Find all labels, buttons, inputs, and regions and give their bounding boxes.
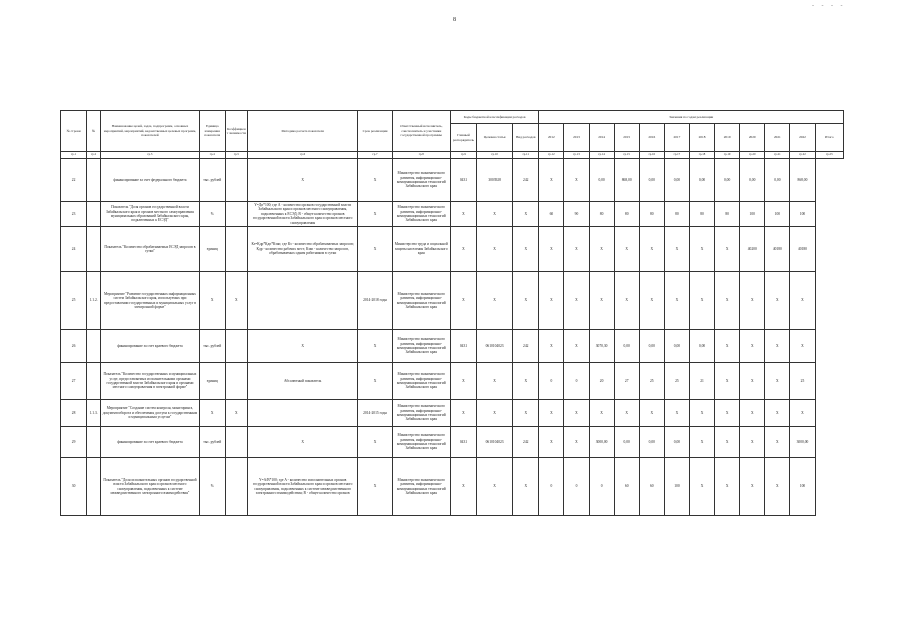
column-index: гр.13	[564, 152, 589, 159]
row-year-value: Х	[539, 159, 564, 202]
row-year-value: Х	[664, 272, 689, 330]
header-executor: Ответственный исполнитель, соисполнитель и участники государственной программы	[392, 111, 450, 152]
row-year-value: Х	[564, 159, 589, 202]
row-name: Показатель "Количество обрабатываемых ЕСЭД запросов в сутки"	[101, 227, 199, 272]
row-year-value: Х	[740, 458, 765, 516]
column-index: гр.2	[87, 152, 101, 159]
row-unit: Х	[199, 400, 225, 427]
row-item-number: 1.1.2.	[87, 272, 101, 330]
row-year-value: 0,00	[664, 159, 689, 202]
column-index: гр.8	[392, 152, 450, 159]
row-year-value: 40200	[740, 227, 765, 272]
row-executor: Министерство труда и социальной защиты населения Забайкальского края	[392, 227, 450, 272]
row-item-number	[87, 458, 101, 516]
row-year-value: Х	[564, 330, 589, 363]
row-year-value: Х	[564, 227, 589, 272]
row-year-value: Х	[639, 400, 664, 427]
row-coefficient	[225, 202, 247, 227]
header-num: №	[87, 111, 101, 152]
row-budget-main: 0431	[450, 330, 476, 363]
row-name: Показатель "Доля органов государственной власти Забайкальского края и органов местного самоуправления муниципальных образований Забайкальского края, подключенных к ЕСЭД"	[101, 202, 199, 227]
row-name: финансирование за счет краевого бюджета	[101, 427, 199, 458]
row-year-value: 80	[664, 202, 689, 227]
row-year-value: Х	[715, 400, 740, 427]
row-name: финансирование за счет федерального бюджета	[101, 159, 199, 202]
row-year-value: 60	[539, 202, 564, 227]
row-budget-main: Х	[450, 363, 476, 400]
row-executor: Министерство экономического развития, информационно-коммуникационных технологий Забайкальского края	[392, 202, 450, 227]
row-coefficient: Х	[225, 400, 247, 427]
row-term: Х	[358, 202, 392, 227]
row-year-value: 40180	[765, 227, 790, 272]
row-year-value: Х	[564, 400, 589, 427]
row-year-value: Х	[689, 272, 714, 330]
row-year-value: 3000,00	[790, 427, 815, 458]
row-term: Х	[358, 458, 392, 516]
row-year-value: Х	[790, 272, 815, 330]
row-method	[247, 272, 358, 330]
row-budget-target: 0610104023	[477, 427, 513, 458]
row-budget-target: Х	[477, 202, 513, 227]
header-budget-group: Коды бюджетной классификации расходов	[450, 111, 538, 124]
row-year-value: Х	[715, 458, 740, 516]
row-coefficient	[225, 330, 247, 363]
row-year-value: 90	[564, 202, 589, 227]
header-year: 2021	[765, 124, 790, 152]
row-line-number: 23	[61, 202, 87, 227]
row-year-value: 80	[639, 202, 664, 227]
column-index: гр.20	[740, 152, 765, 159]
row-year-value: Х	[765, 272, 790, 330]
header-year: 2013	[564, 124, 589, 152]
row-method: Абсолютный показатель	[247, 363, 358, 400]
row-budget-target: 0610104023	[477, 330, 513, 363]
row-method: Х	[247, 427, 358, 458]
row-budget-main: Х	[450, 458, 476, 516]
row-year-value: 0	[564, 458, 589, 516]
row-term: Х	[358, 330, 392, 363]
row-year-value: Х	[715, 272, 740, 330]
row-budget-target: Х	[477, 363, 513, 400]
row-year-value: Х	[539, 330, 564, 363]
row-year-value: Х	[539, 427, 564, 458]
row-unit: %	[199, 458, 225, 516]
row-unit: тыс. рублей	[199, 427, 225, 458]
row-budget-type: Х	[513, 272, 539, 330]
row-executor: Министерство экономического развития, информационно-коммуникационных технологий Забайкальского края	[392, 400, 450, 427]
column-index: гр.17	[664, 152, 689, 159]
row-year-value: 0,00	[689, 159, 714, 202]
row-year-value: Х	[765, 330, 790, 363]
row-year-value: 868,00	[790, 159, 815, 202]
row-executor: Министерство экономического развития, информационно-коммуникационных технологий Забайкальского края	[392, 427, 450, 458]
column-index: гр.10	[477, 152, 513, 159]
row-item-number	[87, 202, 101, 227]
row-name: Мероприятие "Развитие государственных информационных систем Забайкальского края, используемых при предоставлении государственных и муниципальных услуг в электронной форме"	[101, 272, 199, 330]
program-table	[60, 110, 844, 516]
row-year-value: Х	[589, 272, 614, 330]
row-year-value: Х	[689, 427, 714, 458]
row-method: Х	[247, 159, 358, 202]
row-year-value: 0,00	[740, 159, 765, 202]
row-year-value: Х	[765, 427, 790, 458]
row-year-value: 20	[589, 363, 614, 400]
table-row	[61, 272, 844, 330]
row-term: 2014-2018 годы	[358, 272, 392, 330]
row-year-value: 0	[564, 363, 589, 400]
row-year-value: Х	[614, 272, 639, 330]
row-budget-target: Х	[477, 400, 513, 427]
table-row	[61, 458, 844, 516]
row-year-value: Х	[740, 272, 765, 330]
row-unit: %	[199, 202, 225, 227]
table-row	[61, 330, 844, 363]
row-year-value: Х	[715, 330, 740, 363]
column-index: гр.15	[614, 152, 639, 159]
row-item-number	[87, 363, 101, 400]
row-item-number	[87, 159, 101, 202]
row-line-number: 27	[61, 363, 87, 400]
row-year-value: Х	[689, 227, 714, 272]
row-year-value: 3000,00	[589, 427, 614, 458]
row-budget-main: Х	[450, 272, 476, 330]
row-coefficient	[225, 159, 247, 202]
row-name: Мероприятие "Создание систем контроля, мониторинга, документооборота и обеспечения доступа к государственным и муниципальным услугам"	[101, 400, 199, 427]
row-year-value: Х	[740, 400, 765, 427]
column-index: гр.1	[61, 152, 87, 159]
row-term: Х	[358, 227, 392, 272]
column-index: гр.22	[790, 152, 815, 159]
row-budget-type: Х	[513, 363, 539, 400]
header-year: Итого	[815, 124, 843, 152]
row-coefficient	[225, 227, 247, 272]
row-year-value: Х	[740, 363, 765, 400]
row-year-value: Х	[689, 400, 714, 427]
row-method: Y=Дп*100; где А - количество органов государственной власти Забайкальского края и органов местного самоуправления, подключенных к ЕСЭД; В - общее количество органов государственной власти Забайкальского края и органов местного самоуправления	[247, 202, 358, 227]
column-index: гр.14	[589, 152, 614, 159]
row-year-value: Х	[740, 330, 765, 363]
row-term: Х	[358, 427, 392, 458]
row-budget-target: Х	[477, 227, 513, 272]
column-index: гр.5	[225, 152, 247, 159]
row-line-number: 30	[61, 458, 87, 516]
row-year-value: Х	[765, 363, 790, 400]
row-year-value: Х	[664, 227, 689, 272]
row-budget-main: 0431	[450, 159, 476, 202]
column-index: гр.9	[450, 152, 476, 159]
row-year-value: 27	[614, 363, 639, 400]
row-method: Х	[247, 330, 358, 363]
row-year-value: 0,00	[664, 330, 689, 363]
row-year-value: 3070,30	[589, 330, 614, 363]
header-year: 2018	[689, 124, 714, 152]
row-year-value: 868,00	[614, 159, 639, 202]
row-budget-target: 3003928	[477, 159, 513, 202]
row-year-value: Х	[539, 400, 564, 427]
row-name: финансирование за счет краевого бюджета	[101, 330, 199, 363]
row-executor: Министерство экономического развития, информационно-коммуникационных технологий Забайкальского края	[392, 272, 450, 330]
row-budget-target: Х	[477, 458, 513, 516]
row-year-value: 0,00	[689, 330, 714, 363]
row-item-number	[87, 227, 101, 272]
row-unit: единиц	[199, 363, 225, 400]
row-year-value: 100	[740, 202, 765, 227]
row-line-number: 28	[61, 400, 87, 427]
row-year-value: Х	[589, 227, 614, 272]
header-method: Методика расчета показателя	[247, 111, 358, 152]
row-year-value: Х	[765, 458, 790, 516]
row-item-number: 1.1.3.	[87, 400, 101, 427]
column-index: гр.12	[539, 152, 564, 159]
row-year-value: Х	[539, 227, 564, 272]
corner-mark: - - - -	[812, 3, 846, 9]
row-budget-type: Х	[513, 227, 539, 272]
row-budget-type: 242	[513, 159, 539, 202]
row-unit: единиц	[199, 227, 225, 272]
table-row	[61, 427, 844, 458]
column-index: гр.7	[358, 152, 392, 159]
row-year-value: 0,00	[589, 159, 614, 202]
column-index: гр.4	[199, 152, 225, 159]
row-method	[247, 400, 358, 427]
row-year-value: Х	[715, 363, 740, 400]
row-unit: тыс. рублей	[199, 330, 225, 363]
row-year-value: 0,00	[639, 330, 664, 363]
row-year-value: 0,00	[614, 330, 639, 363]
column-index: гр.3	[101, 152, 199, 159]
row-year-value: Х	[564, 427, 589, 458]
header-year: 2014	[589, 124, 614, 152]
row-unit: Х	[199, 272, 225, 330]
page-number: 8	[453, 17, 456, 23]
header-year: 2012	[539, 124, 564, 152]
row-year-value: 25	[790, 363, 815, 400]
row-name: Показатель "Количество государственных и муниципальных услуг, предоставляемых исполнительными органами государственной власти Забайкальского края и органами местного самоуправления в электронной форме"	[101, 363, 199, 400]
row-budget-target: Х	[477, 272, 513, 330]
row-year-value: Х	[564, 272, 589, 330]
row-budget-main: Х	[450, 202, 476, 227]
header-line-no: № строки	[61, 111, 87, 152]
row-executor: Министерство экономического развития, информационно-коммуникационных технологий Забайкальского края	[392, 363, 450, 400]
row-year-value: 80	[614, 202, 639, 227]
row-item-number	[87, 330, 101, 363]
row-year-value: Х	[790, 400, 815, 427]
row-year-value: 100	[790, 458, 815, 516]
row-year-value: Х	[664, 400, 689, 427]
row-year-value: 0,00	[639, 159, 664, 202]
row-year-value: Х	[639, 272, 664, 330]
column-index: гр.19	[715, 152, 740, 159]
row-year-value: 100	[790, 202, 815, 227]
row-executor: Министерство экономического развития, информационно-коммуникационных технологий Забайкальского края	[392, 330, 450, 363]
column-index: гр.18	[689, 152, 714, 159]
row-year-value: 60	[614, 458, 639, 516]
row-term: Х	[358, 363, 392, 400]
row-item-number	[87, 427, 101, 458]
row-executor: Министерство экономического развития, информационно-коммуникационных технологий Забайкальского края	[392, 159, 450, 202]
header-values-group: Значения по годам реализации	[539, 111, 844, 124]
row-year-value: 0,00	[664, 427, 689, 458]
row-year-value: 100	[765, 202, 790, 227]
row-line-number: 25	[61, 272, 87, 330]
row-budget-main: Х	[450, 400, 476, 427]
header-coef: Коэффициент значимости	[225, 111, 247, 152]
column-index: гр.23	[815, 152, 843, 159]
row-coefficient	[225, 427, 247, 458]
row-year-value: 80	[715, 202, 740, 227]
row-coefficient: Х	[225, 272, 247, 330]
header-term: Срок реализации	[358, 111, 392, 152]
header-year: 2016	[639, 124, 664, 152]
row-year-value: Х	[539, 272, 564, 330]
row-year-value: 0,00	[765, 159, 790, 202]
row-year-value: Х	[740, 427, 765, 458]
row-method: Y=A/B*100; где A - количество исполнительных органов государственной власти Забайкальского края и органов местного самоуправления, подключенных к системе межведомственного электронного взаимодействия; B - общее количество органов	[247, 458, 358, 516]
row-budget-type: 242	[513, 427, 539, 458]
row-year-value: 80	[589, 202, 614, 227]
header-year: 2020	[740, 124, 765, 152]
row-year-value: 0,00	[715, 159, 740, 202]
row-term: Х	[358, 159, 392, 202]
row-year-value: 0,00	[639, 427, 664, 458]
row-budget-type: 242	[513, 330, 539, 363]
row-year-value: 25	[639, 363, 664, 400]
row-year-value: 40180	[790, 227, 815, 272]
row-year-value: 100	[664, 458, 689, 516]
row-year-value: 25	[664, 363, 689, 400]
table-row	[61, 227, 844, 272]
header-year: 2015	[614, 124, 639, 152]
column-index: гр.21	[765, 152, 790, 159]
row-budget-main: 0431	[450, 427, 476, 458]
header-unit: Единица измерения показателя	[199, 111, 225, 152]
row-year-value: 21	[689, 363, 714, 400]
row-year-value: 60	[639, 458, 664, 516]
row-line-number: 24	[61, 227, 87, 272]
header-budget-col: Целевая статья	[477, 124, 513, 152]
row-budget-main: Х	[450, 227, 476, 272]
row-year-value: Х	[715, 427, 740, 458]
row-year-value: Х	[765, 400, 790, 427]
table-row	[61, 400, 844, 427]
row-year-value: Х	[614, 227, 639, 272]
row-line-number: 22	[61, 159, 87, 202]
header-budget-col: Главный распорядитель	[450, 124, 476, 152]
row-term: 2014-2015 годы	[358, 400, 392, 427]
row-coefficient	[225, 363, 247, 400]
row-year-value: Х	[639, 227, 664, 272]
row-year-value: 0	[539, 363, 564, 400]
row-year-value: Х	[589, 400, 614, 427]
table-row	[61, 363, 844, 400]
row-budget-type: Х	[513, 458, 539, 516]
header-name: Наименование целей, задач, подпрограмм, основных мероприятий, мероприятий, ведомственных целевых программ, показателей	[101, 111, 199, 152]
column-index: гр.11	[513, 152, 539, 159]
row-budget-type: Х	[513, 400, 539, 427]
row-method: Кз=Кдр*Кдп*Кзап; где Кз - количество обрабатываемых запросов; Кдр - количество рабочих мест; Кзап - количество запросов, обрабатываемых одним работником в сутки	[247, 227, 358, 272]
row-year-value: 80	[689, 202, 714, 227]
column-index: гр.6	[247, 152, 358, 159]
header-year: 2019	[715, 124, 740, 152]
row-name: Показатель "Доля исполнительных органов государственной власти Забайкальского края и органов местного самоуправления, подключенных к системе межведомственного электронного взаимодействия"	[101, 458, 199, 516]
header-budget-col: Вид расходов	[513, 124, 539, 152]
row-year-value: 0	[589, 458, 614, 516]
table-row	[61, 202, 844, 227]
row-line-number: 26	[61, 330, 87, 363]
row-year-value: 0,00	[614, 427, 639, 458]
row-unit: тыс. рублей	[199, 159, 225, 202]
row-year-value: 0	[539, 458, 564, 516]
row-budget-type: Х	[513, 202, 539, 227]
row-coefficient	[225, 458, 247, 516]
row-line-number: 29	[61, 427, 87, 458]
row-year-value: Х	[790, 330, 815, 363]
column-index: гр.16	[639, 152, 664, 159]
table-row	[61, 159, 844, 202]
header-year: 2022	[790, 124, 815, 152]
row-year-value: Х	[715, 227, 740, 272]
header-year: 2017	[664, 124, 689, 152]
row-year-value: Х	[614, 400, 639, 427]
row-executor: Министерство экономического развития, информационно-коммуникационных технологий Забайкальского края	[392, 458, 450, 516]
row-year-value: Х	[689, 458, 714, 516]
